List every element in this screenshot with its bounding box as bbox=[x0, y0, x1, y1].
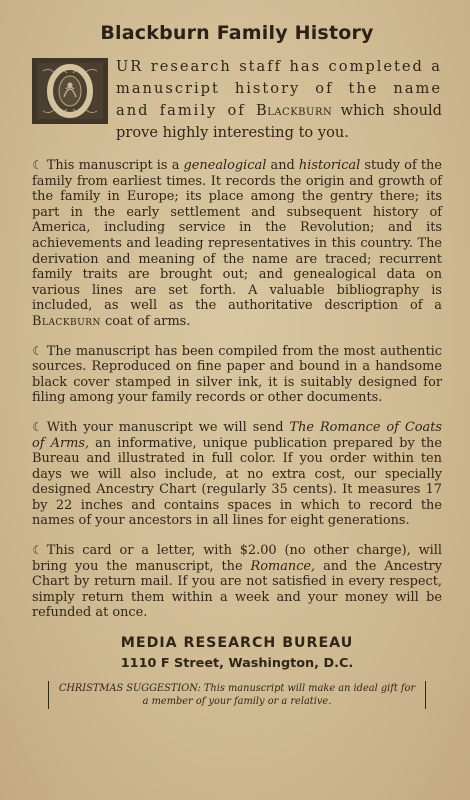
intro-tail: which should prove highly interesting to you. bbox=[116, 102, 442, 141]
paragraph-manuscript-description bbox=[32, 158, 442, 330]
family-name: Blackburn bbox=[255, 102, 333, 119]
page-title: Blackburn Family History bbox=[100, 22, 374, 44]
suggestion-label: CHRISTMAS SUGGESTION: bbox=[58, 683, 201, 695]
paragraph-order-terms bbox=[32, 543, 442, 621]
p1-text-a: This manuscript is a bbox=[46, 158, 184, 173]
paragraph-romance-offer bbox=[32, 420, 442, 529]
p1-family-name: Blackburn bbox=[32, 313, 101, 329]
p1-and: and bbox=[266, 158, 299, 173]
intro-paragraph bbox=[32, 56, 442, 144]
p1-historical: historical bbox=[298, 158, 361, 173]
paragraph-mark-icon: ☾ bbox=[32, 543, 43, 558]
paragraph-mark-icon: ☾ bbox=[32, 343, 43, 358]
paragraph-mark-icon: ☾ bbox=[32, 158, 43, 172]
ornamental-initial bbox=[32, 58, 108, 124]
paragraph-mark-icon: ☾ bbox=[32, 419, 43, 434]
p3-text-b: an informative, unique publication prepared by the Bureau and illustrated in full color. If you order within ten days we will also include, at no extra cost, our specially designed Ancestry Chart (regularly 35 cents). It measures 17 by 22 inches and contains spaces in which to record the names of your ancestors in all lines for eight generations. bbox=[32, 435, 442, 529]
p3-book-title: The Romance of Coats of Arms, bbox=[32, 419, 442, 451]
bureau-name: MEDIA RESEARCH BUREAU bbox=[120, 635, 354, 652]
intro-lead: UR research staff has completed a manuscript history of the name and family of bbox=[116, 58, 442, 119]
p1-text-c: coat of arms. bbox=[100, 313, 191, 329]
paragraph-manuscript-binding bbox=[32, 344, 442, 406]
suggestion-text: This manuscript will make an ideal gift for a member of your family or a relative. bbox=[142, 683, 416, 708]
p2-text: The manuscript has been compiled from the most authentic sources. Reproduced on fine paper and bound in a handsome black cover stamped in silver ink, it is suitably designed for filing among your family records or other documents. bbox=[32, 343, 442, 406]
p1-text-b: study of the family from earliest times. It records the origin and growth of the family in Europe; its place among the gentry there; its part in the early settlement and subsequent history of America, including service in the Revolution; and its achievements and leading representatives in this country. The derivation and meaning of the name are traced; recurrent family traits are brought out; and genealogical data on various lines are set forth. A valuable bibliography is included, as well as the authoritative description of a bbox=[32, 158, 442, 314]
p3-text-a: With your manuscript we will send bbox=[46, 419, 290, 435]
p4-text-b: and the Ancestry Chart by return mail. If you are not satisfied in every respect, simply return them within a week and your money will be refunded at once. bbox=[32, 558, 443, 621]
christmas-suggestion bbox=[48, 681, 426, 709]
p4-text-a: This card or a letter, with $2.00 (no other charge), will bring you the manuscript, the bbox=[32, 543, 442, 574]
ornamental-o-icon bbox=[35, 61, 105, 121]
p1-genealogical: genealogical bbox=[183, 158, 267, 173]
p4-romance: Romance, bbox=[250, 558, 316, 574]
bureau-address: 1110 F Street, Washington, D.C. bbox=[120, 656, 354, 672]
